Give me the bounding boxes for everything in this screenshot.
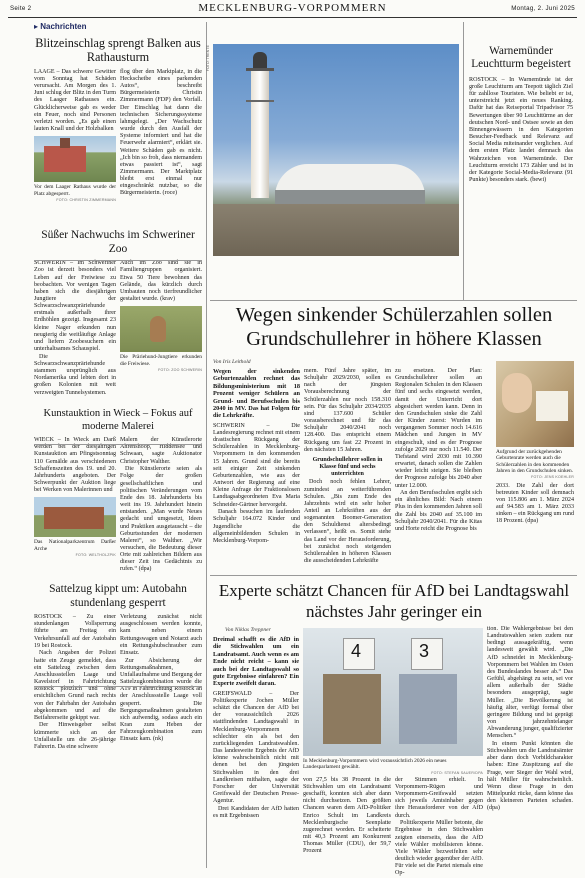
afd-col4: tion. Die Wahlergebnisse bei den Landratswahlen seien zudem nur bedingt aussagekräftig, wenn landesweit gewählt wird. „Die AfD schneidet in Mecklenburg-Vorpommern bei Wahlen im Osten des Bundeslandes besser ab.“ Das Gefühl, abgehängt zu sein, sei vor allem außerhalb der Städte besonders ausgeprägt, sagte Müller. „Die Bevölkerung ist häufig älter, verfügt formal über geringere Bildung und ist geprägt von jahrzehntelanger Abwanderung junger, qualifizierter Menschen.“ In einem Punkt könnten die Stichwahlen um die Landratsämter aber dann doch Vorbildcharakter haben: Eine Zuspitzung auf die Frage, wer Sieger der Wahl wird, hält Müller für wahrscheinlich. Wenn diese Frage in den Mittelpunkt rücke, dann könne das den kleineren Parteien schaden. (dpa) bbox=[487, 626, 573, 812]
arrow-icon: ▸ bbox=[34, 22, 39, 31]
zoo-col1: SCHWERIN – Im Schweriner Zoo ist derzeit besonders viel Leben auf der Freiwiese zu beobachten. Vor wenigen Tagen haben sich die diesjährigen Jungtiere der Schwarzschwanzpräriehunde erstmals außerhalb ihrer Erdhöhlen gezeigt. Insgesamt 23 kleine Nager erkunden nun neugierig die weitläufige Anlage und liefern Zoobesuchern ein unterhaltsames Schauspiel. Die Schwarzschwanzpräriehunde stammen ursprünglich aus Nordamerika und lebten dort in großen Kolonien mit weit verzweigten Tunnelsystemen. bbox=[34, 260, 116, 396]
kunst-title: Kunstauktion in Wieck – Fokus auf moderne Malerei bbox=[43, 408, 193, 433]
schul-side bbox=[496, 361, 574, 573]
afd-credit: FOTO: STEFAN SAUER/DPA bbox=[431, 770, 483, 775]
warne-title: Warnemünder Leuchtturm begeistert bbox=[471, 45, 571, 71]
left-column bbox=[34, 22, 202, 870]
schul-caption: Aufgrund der zurückgehenden Geburtenrate werden auch die Schülerzahlen in den kommenden Jahren in den Grundschulen sinken. bbox=[496, 449, 574, 475]
page-number: Seite 2 bbox=[10, 5, 32, 12]
blitz-col1: LAAGE – Das schwere Gewitter vom Sonntag hat Schäden verursacht. Am Morgen des 1. Juni schlug der Blitz in den Turm des Laager Rathauses ein. Glücklicherweise gab es weder ein Feuer, noch sind Personen verletzt worden. „Es gab einen lauten Knall und der Holzbalken Vor dem Laager Rathaus wurde der Platz abgesperrt. FOTO: CHRISTIN ZIMMERMANN bbox=[34, 69, 116, 204]
page-date: Montag, 2. Juni 2025 bbox=[511, 5, 575, 12]
satt-title: Sattelzug kippt um: Autobahn stundenlang gesperrt bbox=[49, 583, 187, 610]
kunst-col1: WIECK – In Wieck am Darß werden bei der diesjährigen Kunstauktion am Pfingstsonntag 110 Gemälde aus verschiedenen Schaffenszeiten des 19. und 20. Jahrhunderts angeboten. Der Schwerpunkt der Auktion liege bei Werken von Malerinnen und Das Nationalparkzentrum Darßer Arche FOTO: WELTHOLZPIK bbox=[34, 437, 116, 574]
afd-col2: von 27,5 bis 38 Prozent in die Stichwahlen um ein Landratsamt geschafft, konnten sich aber dann nicht durchsetzen. Den größten Chancen waren dem AfD-Politiker Enrico Schult im Landkreis Mecklenburgische Seenplatte zugerechnet worden. Er scheiterte mit 40,3 Prozent am Konkurrent Thomas Müller (CDU), der 59,7 Prozent bbox=[303, 776, 391, 855]
kunst-photo bbox=[34, 497, 116, 537]
school-photo bbox=[496, 361, 574, 447]
schul-subhead: Grundschullehrer sollen in Klasse fünf und sechs unterrichten bbox=[312, 456, 383, 478]
zoo-title: Süßer Nachwuchs im Schweriner Zoo bbox=[41, 229, 195, 256]
lighthouse-photo bbox=[213, 44, 459, 256]
schul-lead: Wegen der sinkenden Geburtenzahlen rechnet das Bildungsministerium mit 18 Prozent weniger Schülern an Grund- und Berufsschulen bis 2040 in MV. Das hat Folgen für die Lehrkräfte. bbox=[213, 368, 300, 420]
schul-credit: FOTO: JENS KOEHLER bbox=[531, 474, 574, 479]
schul-col4: 2033. Die Zahl der dort betreuten Kinder soll demnach von 115.806 am 1. März 2024 auf 94.583 am 1. März 2033 sinken – ein Rückgang um rund 18 Prozent. (dpa) bbox=[496, 482, 574, 525]
blitz-photo bbox=[34, 136, 116, 182]
ballot-photo: 4 3 bbox=[303, 628, 483, 756]
afd-title: Experte schätzt Chancen für AfD bei Landtagswahl nächstes Jahr geringer ein bbox=[218, 581, 570, 621]
zoo-caption: Die Präriehund-Jungtiere erkunden die Freiwiese. bbox=[120, 354, 202, 367]
blitz-caption: Vor dem Laager Rathaus wurde der Platz abgesperrt. bbox=[34, 184, 116, 197]
afd-col1: Dreimal schafft es die AfD in die Stichwahlen um ein Landratsamt. Auch wenn es am Ende nicht reicht – kann sie auch bei der Landtagswahl so gute Ergebnisse einfahren? Ein Experte zweifelt daran. GREIFSWALD – Der Politikexperte Jochen Müller schätzt die Chancen der AfD bei der voraussichtlich 2026 stattfindenden Landtagswahl in Mecklenburg-Vorpommern schlechter ein als bei den zurückliegenden Landratswahlen. Das landesweite Ergebnis der AfD könne wahrscheinlich nicht mit denen bei den jüngsten Stichwahlen in den drei Landkreisen mithalten, sagte der Forscher der Universität Greifswald der Deutschen Presse-Agentur. Drei Kandidaten der AfD hatten es mit Ergebnissen bbox=[213, 636, 299, 819]
blitz-col2: flog über den Marktplatz, in die Heckscheibe eines parkenden Autos“, beschreibt Bürgermeisterin Christin Zimmermann (FDP) den Vorfall. Der Einschlag hat dann die technischen Sicherungssysteme lahmgelegt. „Der Wachschutz wurde durch den Ausfall der Systeme informiert und hat die Feuerwehr alarmiert“, erklärt sie. Weitere Schäden gab es nicht. „Ich bin so froh, dass niemandem etwas passiert ist“, sagt Zimmermann. Der Marktplatz bleibt erst einmal nur eingeschränkt nutzbar, so die Bürgermeisterin. (roce) bbox=[120, 68, 202, 197]
schul-author: Von Iris Leithold bbox=[213, 359, 251, 365]
zoo-credit: FOTO: ZOO SCHWERIN bbox=[158, 367, 202, 372]
news-label: ▸ Nachrichten bbox=[34, 22, 87, 31]
lighthouse-credit: FOTO: TRENTE bbox=[206, 45, 210, 72]
section-title: MECKLENBURG-VORPOMMERN bbox=[198, 2, 387, 14]
warne-body: ROSTOCK – In Warnemünde ist der große Leuchtturm am Teepott täglich Ziel für zahllose Touristen. Wie beliebt er ist, unterstreicht jetzt ein neues Ranking. Dafür hat das Reiseportal Tripadvisor 75 Bewertungen über 90 Leuchttürme an der deutschen Nord- und Ostsee sowie an den Binnengewässern in den Kategorien Besucher-Feedback und Relevanz auf Social Media miteinander verglichen. Auf dem ersten Platz landet demnach das Wahrzeichen von Warnemünde. Der Leuchtturm erreicht 173 Zähler und ist in der Kategorie Social-Media-Relevanz (91 Punkte) besonders stark. (bewi) bbox=[469, 76, 573, 183]
afd-author: Von Niklas Treppner bbox=[225, 627, 271, 633]
warne-article bbox=[469, 45, 573, 295]
schul-col3: zu ersetzen. Der Plan: Grundschullehrer sollen an Regionalen Schulen in den Klassen fünf und sechs eingesetzt werden, damit der Unterricht dort abgesichert werden kann. Denn in den Grundschulen sinke die Zahl der Kinder zuerst: Wurden im vergangenen Sommer noch 14.616 Mädchen und Jungen in MV eingeschult, sind es der Prognose zufolge 2029 nur noch 11.540. Der Tiefstand wird 2030 mit 10.390 erwartet, danach sollen die Zahlen wieder leicht steigen. Sie bleiben der Prognose zufolge bis 2040 aber unter 12.000. An den Berufsschulen ergibt sich ein ähnliches Bild: Nach einem Plus in den kommenden Jahren soll die Zahl bis 2040 auf 35.100 im Schuljahr 2040/2041. Für die Kitas und Horte reicht die Prognose bis bbox=[395, 368, 482, 532]
kunst-col2: Malern der Künstlerorte Ahrenshoop, Hiddensee und Schwaan, sagte Auktionator Christopher Walther. Die Künstlerorte seien als Folge der großen gesellschaftlichen und politischen Veränderungen vom Ende des 18. Jahrhunderts bis weit ins 19. Jahrhundert hinein entstanden. „Man wurde Neues gedacht und umgesetzt, Ideen und Praktiken ausgetauscht – die Geburtsstunden der modernen Malerei“, so Walther. „Wir versuchen, die Bedeutung dieser Orte mit zahlreichen Bildern aus dieser Zeit ins Gedächtnis zu rufen.“ (dpa) bbox=[120, 437, 202, 573]
schul-title: Wegen sinkender Schülerzahlen sollen Grundschullehrer in höhere Klassen bbox=[235, 304, 553, 350]
schul-col1: Wegen der sinkenden Geburtenzahlen rechnet das Bildungsministerium mit 18 Prozent weniger Schülern an Grund- und Berufsschulen bis 2040 in MV. Das hat Folgen für die Lehrkräfte. SCHWERIN – Die Landesregierung rechnet mit einem drastischen Rückgang der Schülerzahlen in Mecklenburg-Vorpommern in den kommenden 15 Jahren. Grund sind die bereits seit einiger Zeit sinkenden Geburtenzahlen, wie aus der Antwort der Regierung auf eine Kleine Anfrage der Fraktionslosen Landtagsabgeordneten Eva Maria Schneider-Gärtner hervorgeht. Danach besuchen im laufenden Schuljahr 164.072 Kinder und Jugendliche die allgemeinbildenden Schulen in Mecklenburg-Vorpom- bbox=[213, 368, 300, 544]
zoo-photo bbox=[120, 306, 202, 352]
kunst-caption: Das Nationalparkzentrum Darßer Arche bbox=[34, 539, 116, 552]
zoo-col2: Auch im Zoo sind sie in Familiengruppen organisiert. Etwa 50 Tiere bewohnen das Gelände, das kürzlich durch Umbauten noch tierfreundlicher gestaltet wurde. (krav) Die Präriehund-Jungtiere erkunden die Freiwiese. FOTO: ZOO SCHWERIN bbox=[120, 260, 202, 397]
afd-lead: Dreimal schafft es die AfD in die Stichwahlen um ein Landratsamt. Auch wenn es am Ende nicht reicht – kann sie auch bei der Landtagswahl so gute Ergebnisse einfahren? Ein Experte zweifelt daran. bbox=[213, 636, 299, 688]
blitz-title: Blitzeinschlag sprengt Balken aus Rathausturm bbox=[35, 36, 201, 65]
afd-caption: In Mecklenburg-Vorpommern wird voraussichtlich 2026 ein neues Landesparlament gewählt. bbox=[303, 758, 447, 771]
afd-col3: der Stimmen erhielt. In Vorpommern-Rügen und Vorpommern-Greifswald setzten sich jeweils Amtsinhaber gegen ihre Herausforderer von der AfD durch. Politikexperte Müller betonte, die Ergebnisse in den Stichwahlen zeigten einerseits, dass die AfD viele Wähler mobilisieren könne. Viele Wähler bezweifelten sehr deutlich wieder gegenüber der AfD. Für viele sei die Partei niemals eine Op- bbox=[395, 776, 483, 877]
satt-col1: ROSTOCK – Zu einer stundenlangen Vollsperrung führte am Freitag ein Verkehrsunfall auf der Autobahn 19 bei Rostock. Nach Angaben der Polizei hatte ein Zeuge gemeldet, dass ein Sattelzug zwischen dem Anschlussstellen Laage und Kavelstorf in Fahrtrichtung Rostock plötzlich und ohne ersichtlichen Grund nach rechts von der Fahrbahn der Autobahn abgekommen und auf die Beifahrerseite gekippt war. Der Hinweisgeber selbst kümmerte sich an der Unfallstelle um die 26-jährige Fahrerin. Da eine schwere bbox=[34, 614, 116, 750]
kunst-credit: FOTO: WELTHOLZPIK bbox=[75, 553, 116, 558]
schul-col2: mern. Fünf Jahre später, im Schuljahr 2029/2030, sollen es nach der jüngsten Vorausberechnung der Schülerzahlen nur noch 158.310 sein. Für das Schuljahr 2034/2035 sind 137.600 Schüler vorausberechnet und für das Schuljahr 2040/2041 noch 128.400. Das entspricht einem Rückgang um fast 22 Prozent in den nächsten 15 Jahren. Grundschullehrer sollen in Klasse fünf und sechs unterrichten Doch noch fehlen Lehrer, zumindest an weiterführenden Schulen. „Bis zum Ende des Jahrzehnts wird ein sehr hoher Anteil an Lehrkräften aus der sogenannten Boomer-Generation den Schuldienst altersbedingt verlassen“, heißt es. Somit stehe das Land vor der Herausforderung, bei zunächst noch steigenden Schülerzahlen in höheren Klassen die ausscheidenden Lehrkräfte bbox=[304, 368, 391, 565]
blitz-credit: FOTO: CHRISTIN ZIMMERMANN bbox=[56, 198, 116, 203]
satt-col2: Verletzung zunächst nicht ausgeschlossen werden konnte, kam neben einem Rettungswagen und Notarzt auch ein Rettungshubschrauber zum Einsatz. Zur Absicherung der Rettungsmaßnahmen, Unfallaufnahme und Bergung der Sattelzugkombination wurde die A19 in Fahrtrichtung Rostock an der Anschlussstelle Laage voll gesperrt. Die Bergungsmaßnahmen gestalteten sich aufwendig, sodass auch ein Kran zum Heben der Fahrzeugkombination zum Einsatz kam. (nk) bbox=[120, 614, 202, 743]
